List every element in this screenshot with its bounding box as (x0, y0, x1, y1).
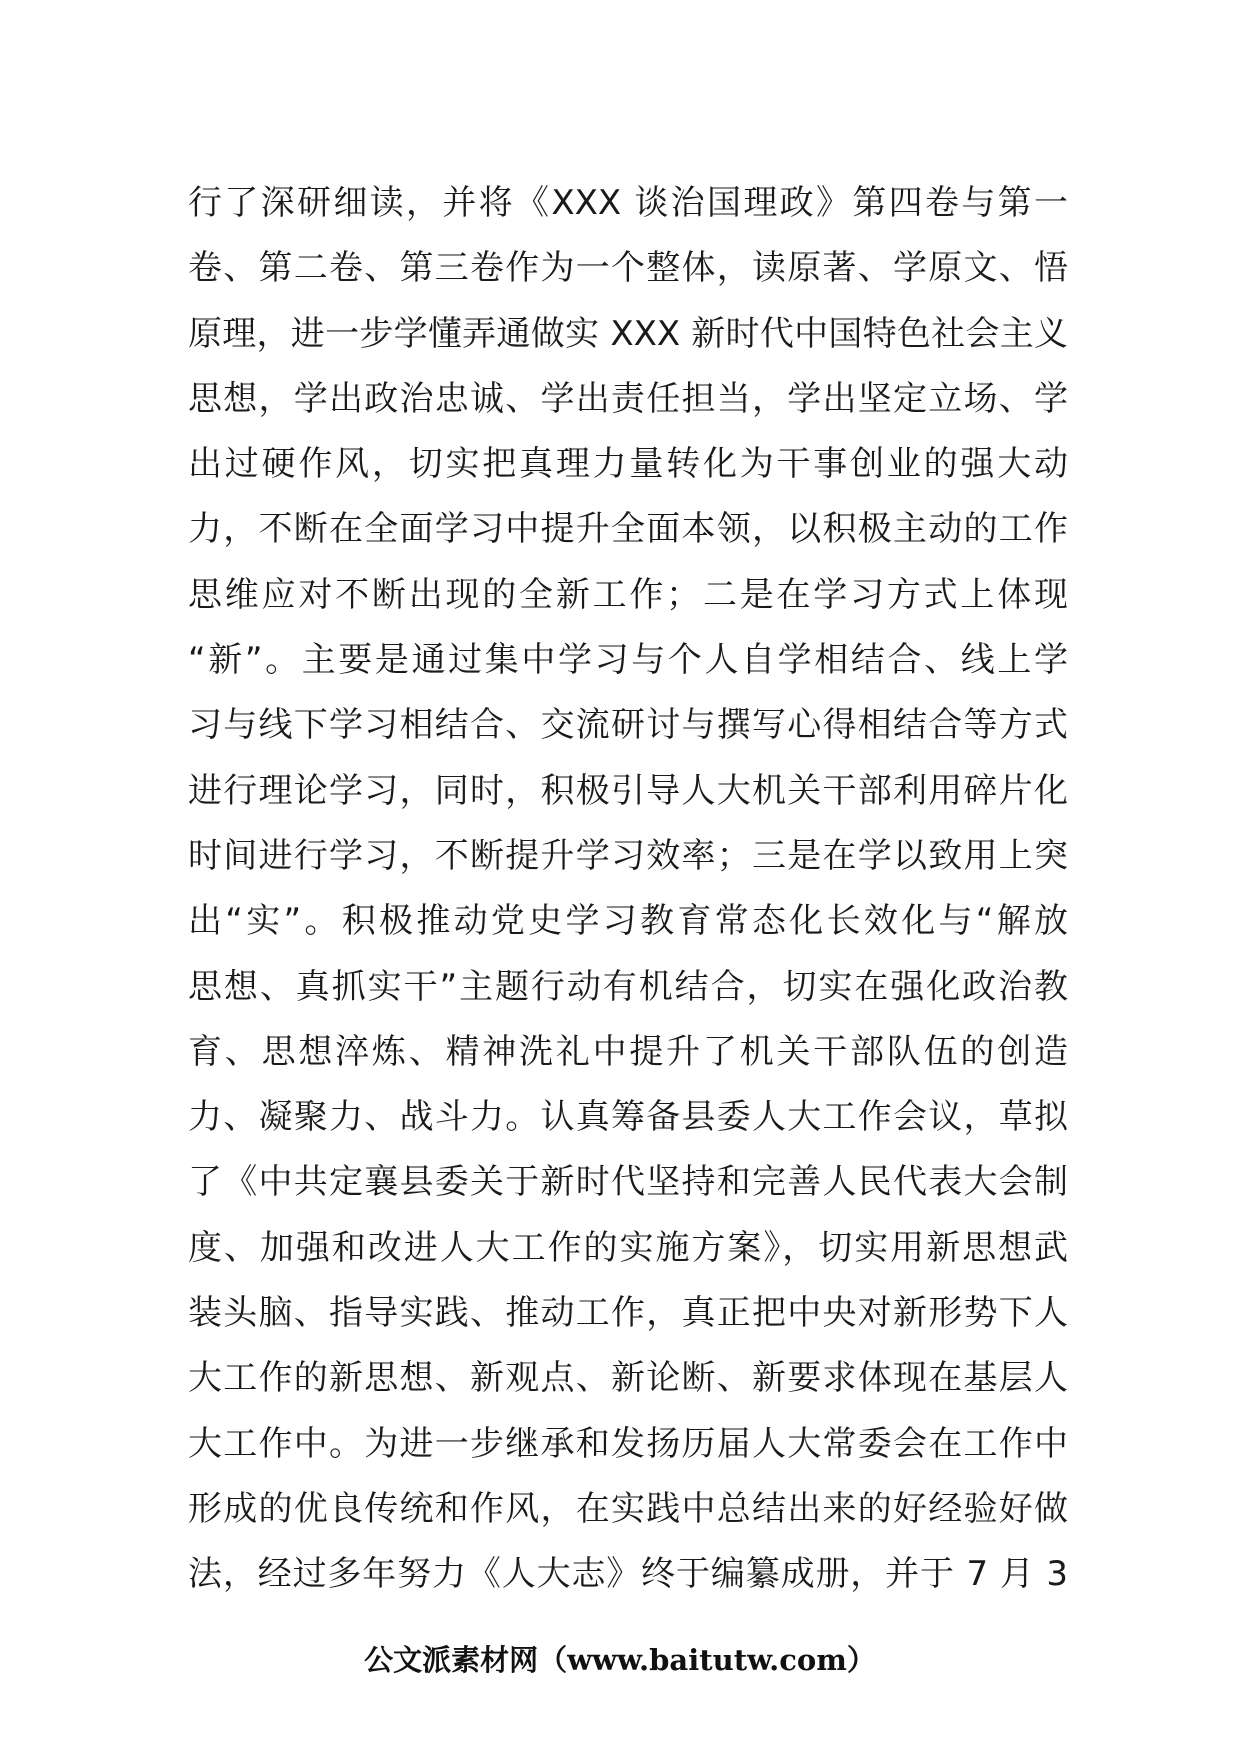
text-line-2: 卷、第二卷、第三卷作为一个整体，读原著、学原文、悟 (188, 248, 1068, 289)
text-line-6: 力，不断在全面学习中提升全面本领，以积极主动的工作 (188, 509, 1068, 550)
text-line-5: 出过硬作风，切实把真理力量转化为干事创业的强大动 (188, 444, 1068, 485)
text-line-15: 力、凝聚力、战斗力。认真筹备县委人大工作会议，草拟 (188, 1097, 1068, 1138)
text-line-3: 原理，进一步学懂弄通做实 XXX 新时代中国特色社会主义 (188, 313, 1068, 354)
text-line-21: 形成的优良传统和作风，在实践中总结出来的好经验好做 (188, 1488, 1068, 1529)
text-line-9: 习与线下学习相结合、交流研讨与撰写心得相结合等方式 (188, 705, 1068, 746)
text-line-16: 了《中共定襄县委关于新时代坚持和完善人民代表大会制 (188, 1162, 1068, 1203)
body-text (188, 171, 1068, 1608)
text-line-18: 装头脑、指导实践、推动工作，真正把中央对新形势下人 (188, 1293, 1068, 1334)
footer-source: 公文派素材网（www.baitutw.com） (364, 1643, 876, 1677)
text-line-11: 时间进行学习，不断提升学习效率；三是在学以致用上突 (188, 835, 1068, 876)
text-line-12: 出“实”。积极推动党史学习教育常态化长效化与“解放 (188, 901, 1068, 942)
text-line-4: 思想，学出政治忠诚、学出责任担当，学出坚定立场、学 (188, 378, 1068, 419)
text-line-10: 进行理论学习，同时，积极引导人大机关干部利用碎片化 (188, 770, 1068, 811)
text-line-20: 大工作中。为进一步继承和发扬历届人大常委会在工作中 (188, 1423, 1068, 1464)
text-line-13: 思想、真抓实干”主题行动有机结合，切实在强化政治教 (188, 966, 1068, 1007)
text-line-7: 思维应对不断出现的全新工作；二是在学习方式上体现 (188, 574, 1068, 615)
text-line-1: 行了深研细读，并将《XXX 谈治国理政》第四卷与第一 (188, 183, 1068, 223)
text-line-8: “新”。主要是通过集中学习与个人自学相结合、线上学 (188, 640, 1068, 681)
text-line-22: 法，经过多年努力《人大志》终于编纂成册，并于 7 月 3 (188, 1554, 1068, 1595)
text-line-17: 度、加强和改进人大工作的实施方案》，切实用新思想武 (188, 1227, 1068, 1268)
text-line-14: 育、思想淬炼、精神洗礼中提升了机关干部队伍的创造 (188, 1031, 1068, 1072)
text-line-19: 大工作的新思想、新观点、新论断、新要求体现在基层人 (188, 1358, 1068, 1399)
